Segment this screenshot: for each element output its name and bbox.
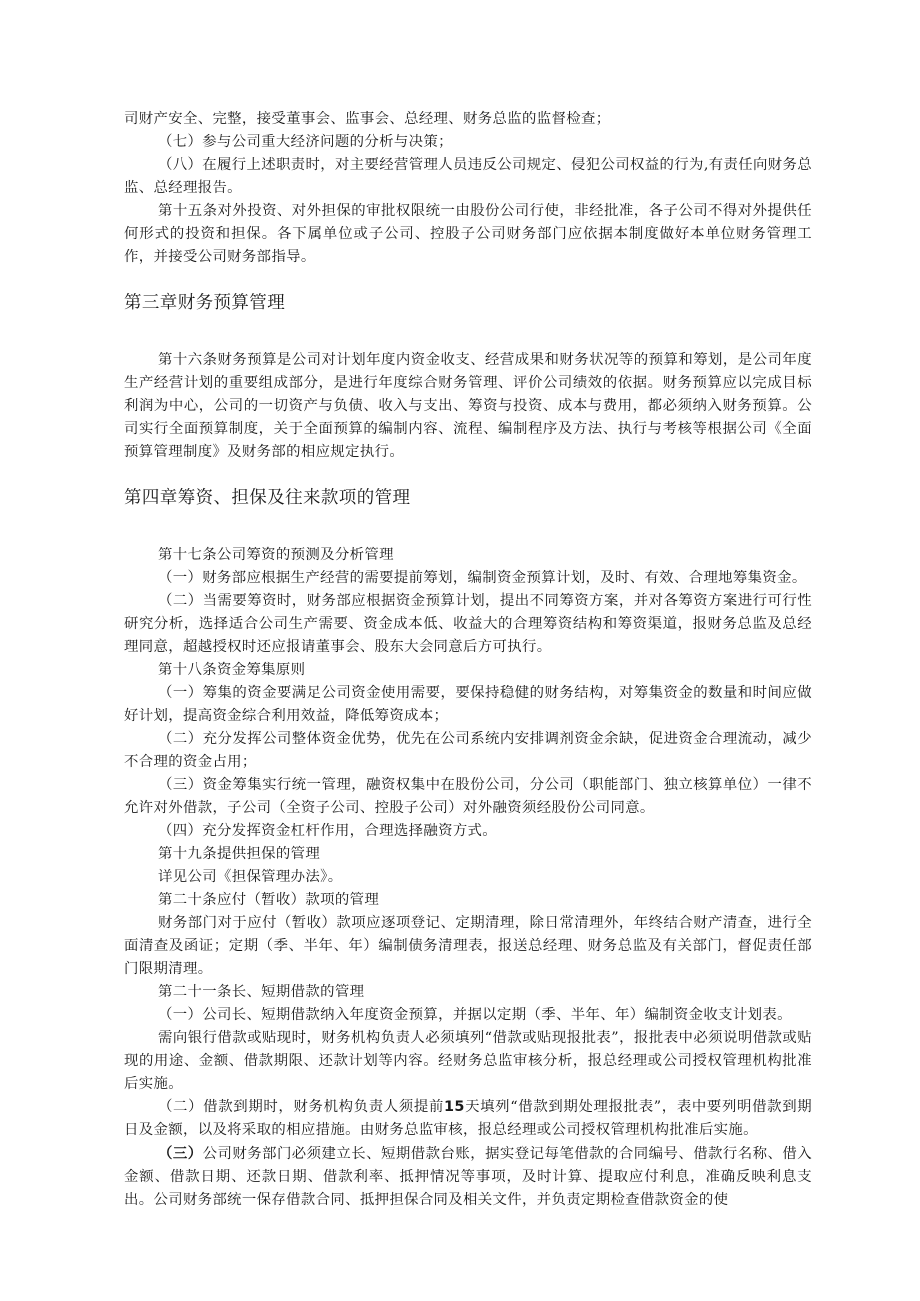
paragraph-text: 公司财务部门必须建立长、短期借款台账，据实登记每笔借款的合同编号、借款行名称、借入金额、借款日期、还款日期、借款利率、抵押情况等事项，及时计算、提取应付利息，准确反映利息支出。公司财务部统一保存借款合同、抵押担保合同及相关文件，并负责定期检查借款资金的使	[124, 1146, 812, 1208]
days-number: 15	[444, 1099, 465, 1115]
article-18-title: 第十八条资金筹集原则	[158, 662, 306, 678]
paragraph: 司财产安全、完整，接受董事会、监事会、总经理、财务总监的监督检查；	[124, 111, 611, 127]
chapter-4-title: 第四章筹资、担保及往来款项的管理	[124, 488, 411, 508]
paragraph: （八）在履行上述职责时，对主要经营管理人员违反公司规定、侵犯公司权益的行为,有责任向财务总监、总经理报告。	[124, 157, 812, 196]
article-17-title: 第十七条公司筹资的预测及分析管理	[158, 547, 394, 563]
paragraph: 财务部门对于应付（暂收）款项应逐项登记、定期清理，除日常清理外，年终结合财产清查，进行全面清查及函证；定期（季、半年、年）编制债务清理表，报送总经理、财务总监及有关部门，督促责任部门限期清理。	[124, 915, 812, 977]
article-16: 第十六条财务预算是公司对计划年度内资金收支、经营成果和财务状况等的预算和筹划，是公司年度生产经营计划的重要组成部分，是进行年度综合财务管理、评价公司绩效的依据。财务预算应以完成目标利润为中心，公司的一切资产与负债、收入与支出、筹资与投资、成本与费用，都必须纳入财务预算。公司实行全面预算制度，关于全面预算的编制内容、流程、编制程序及方法、执行与考核等根据公司《全面预算管理制度》及财务部的相应规定执行。	[124, 352, 812, 460]
paragraph: （七）参与公司重大经济问题的分析与决策；	[158, 134, 453, 150]
paragraph: 需向银行借款或贴现时，财务机构负责人必须填列“借款或贴现报批表”，报批表中必须说明借款或贴现的用途、金额、借款期限、还款计划等内容。经财务总监审核分析，报总经理或公司授权管理机构批准后实施。	[124, 1030, 812, 1092]
paragraph	[124, 1096, 812, 1142]
paragraph: （一）财务部应根据生产经营的需要提前筹划，编制资金预算计划，及时、有效、合理地筹集资金。	[158, 570, 807, 586]
paragraph-text: （二）借款到期时，财务机构负责人须提前	[158, 1099, 445, 1115]
paragraph: （三）资金筹集实行统一管理，融资权集中在股份公司，分公司（职能部门、独立核算单位）一律不允许对外借款，子公司（全资子公司、控股子公司）对外融资须经股份公司同意。	[124, 777, 812, 816]
paragraph-text: 天填列“借款到期处理报批表”，表中要列明借款到期日及金额，以及将采取的相应措施。由财务总监审核，报总经理或公司授权管理机构批准后实施。	[124, 1099, 812, 1138]
paragraph: （四）充分发挥资金杠杆作用，合理选择融资方式。	[158, 823, 498, 839]
paragraph	[124, 1142, 812, 1212]
article-15: 第十五条对外投资、对外担保的审批权限统一由股份公司行使，非经批准，各子公司不得对外提供任何形式的投资和担保。各下属单位或子公司、控股子公司财务部门应依据本制度做好本单位财务管理工作，并接受公司财务部指导。	[124, 203, 812, 265]
article-20-title: 第二十条应付（暂收）款项的管理	[158, 892, 380, 908]
chapter-3-title: 第三章财务预算管理	[124, 293, 286, 313]
article-21-title: 第二十一条长、短期借款的管理	[158, 984, 365, 1000]
paragraph: （二）当需要筹资时，财务部应根据资金预算计划，提出不同筹资方案，并对各筹资方案进行可行性研究分析，选择适合公司生产需要、资金成本低、收益大的合理筹资结构和筹资渠道，报财务总监及总经理同意，超越授权时还应报请董事会、股东大会同意后方可执行。	[124, 593, 812, 655]
paragraph: （二）充分发挥公司整体资金优势，优先在公司系统内安排调剂资金余缺，促进资金合理流动，减少不合理的资金占用；	[124, 731, 812, 770]
paragraph: （一）筹集的资金要满足公司资金使用需要，要保持稳健的财务结构，对筹集资金的数量和时间应做好计划，提高资金综合利用效益，降低筹资成本；	[124, 685, 812, 724]
document-page	[124, 108, 812, 1212]
paragraph: （一）公司长、短期借款纳入年度资金预算，并据以定期（季、半年、年）编制资金收支计划表。	[158, 1007, 792, 1023]
item-number: （三）	[158, 1145, 203, 1162]
article-19-title: 第十九条提供担保的管理	[158, 846, 321, 862]
paragraph: 详见公司《担保管理办法》。	[158, 869, 343, 885]
